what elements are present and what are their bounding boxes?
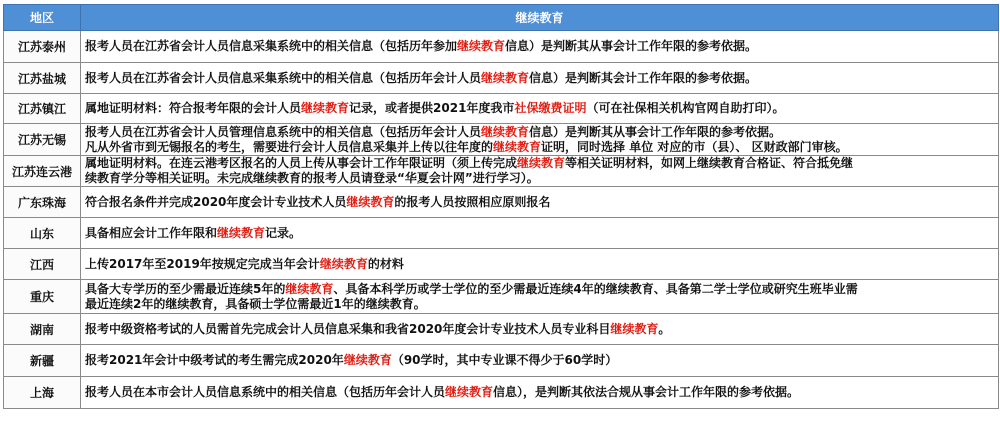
header-continuing-education: 继续教育 [81,5,999,31]
education-requirements-table-wrapper [3,4,998,409]
requirement-cell [81,31,999,63]
requirement-cell [81,94,999,124]
table-row [4,280,999,314]
requirement-cell [81,280,999,314]
header-region: 地区 [4,5,81,31]
requirement-text: 等相关证明材料，如网上继续教育合格证、符合抵免继 [565,156,854,170]
requirement-text: 报考人员在本市会计人员信息系统中的相关信息（包括历年会计人员 [85,385,446,399]
region-cell: 江苏镇江 [4,94,81,124]
region-cell: 江苏连云港 [4,156,81,187]
region-cell: 山东 [4,218,81,249]
table-header-row [4,5,999,31]
table-row [4,124,999,156]
requirement-text: 报考中级资格考试的人员需首先完成会计人员信息采集和我省2020年度会计专业技术人员专业科目 [85,321,611,336]
table-body [4,31,999,409]
requirement-cell [81,124,999,156]
requirement-text: 具备大专学历的至少需最近连续5年的 [85,281,286,296]
region-cell: 湖南 [4,314,81,345]
region-cell: 重庆 [4,280,81,314]
education-requirements-table [3,4,999,409]
requirement-cell [81,63,999,94]
highlighted-term: 继续教育 [343,353,392,367]
requirement-text: 报考人员在江苏省会计人员管理信息系统中的相关信息（包括历年会计人员 [85,124,482,139]
table-row [4,31,999,63]
table-row [4,377,999,409]
requirement-text: 。 [658,321,671,336]
requirement-cell [81,377,999,409]
table-row [4,249,999,280]
highlighted-term: 继续教育 [319,256,368,271]
requirement-text: 信息）是判断其从事会计工作年限的参考依据。 [529,124,782,139]
requirement-text: 信息）是判断其从事会计工作年限的参考依据。 [505,39,758,53]
requirement-cell [81,156,999,187]
highlighted-term: 继续教育 [481,124,530,139]
highlighted-term: 继续教育 [481,70,530,85]
region-cell: 江苏泰州 [4,31,81,63]
table-row [4,94,999,124]
highlighted-term: 继续教育 [346,194,395,209]
requirement-text: 信息）是判断其会计工作年限的参考依据。 [529,70,758,85]
requirement-text: 报考人员在江苏省会计人员信息采集系统中的相关信息（包括历年参加 [85,39,458,53]
region-cell: 上海 [4,377,81,409]
table-row [4,63,999,94]
requirement-cell [81,314,999,345]
requirement-text: 记录，或者提供2021年度我市 [349,101,515,115]
requirement-text: 最近连续2年的继续教育，具备硕士学位需最近1年的继续教育。 [85,296,426,311]
highlighted-term: 继续教育 [457,39,506,53]
requirement-text: 信息），是判断其依法合规从事会计工作年限的参考依据。 [493,385,800,399]
requirement-text: （90学时，其中专业课不得少于60学时） [391,353,618,367]
highlighted-term: 继续教育 [217,225,266,240]
table-row [4,187,999,218]
requirement-text: （可在社保相关机构官网自助打印）。 [586,101,785,115]
requirement-text: 符合报名条件并完成2020年度会计专业技术人员 [85,194,347,209]
requirement-text: 具备相应会计工作年限和 [85,225,218,240]
requirement-text: 的材料 [367,256,404,271]
highlighted-term: 社保缴费证明 [514,101,587,115]
requirement-text: 的报考人员按照相应原则报名 [394,194,551,209]
region-cell: 江西 [4,249,81,280]
requirement-text: 上传2017年至2019年按规定完成当年会计 [85,256,320,271]
requirement-cell [81,249,999,280]
requirement-text: 证明，同时选择 单位 对应的市（县）、 区财政部门审核。 [541,139,848,154]
table-row [4,156,999,187]
highlighted-term: 继续教育 [301,101,350,115]
region-cell: 新疆 [4,345,81,377]
requirement-text: 凡从外省市到无锡报名的考生，需要进行会计人员信息采集并上传以往年度的 [85,139,494,154]
requirement-text: 属地证明材料。在连云港考区报名的人员上传从事会计工作年限证明（须上传完成 [85,156,518,170]
highlighted-term: 继续教育 [285,281,334,296]
region-cell: 江苏盐城 [4,63,81,94]
table-row [4,218,999,249]
requirement-text: 记录。 [265,225,302,240]
requirement-cell [81,218,999,249]
table-row [4,345,999,377]
highlighted-term: 继续教育 [445,385,494,399]
highlighted-term: 继续教育 [493,139,542,154]
requirement-text: 续教育学分等相关证明。未完成继续教育的报考人员请登录“华夏会计网”进行学习）。 [85,171,539,185]
requirement-text: 报考人员在江苏省会计人员信息采集系统中的相关信息（包括历年会计人员 [85,70,482,85]
highlighted-term: 继续教育 [610,321,659,336]
region-cell: 广东珠海 [4,187,81,218]
region-cell: 江苏无锡 [4,124,81,156]
requirement-text: 属地证明材料：符合报考年限的会计人员 [85,101,302,115]
requirement-text: 报考2021年会计中级考试的考生需完成2020年 [85,353,344,367]
highlighted-term: 继续教育 [517,156,566,170]
requirement-cell [81,345,999,377]
requirement-cell [81,187,999,218]
table-row [4,314,999,345]
requirement-text: 、具备本科学历或学士学位的至少需最近连续4年的继续教育、具备第二学士学位或研究生班毕业需 [333,281,858,296]
